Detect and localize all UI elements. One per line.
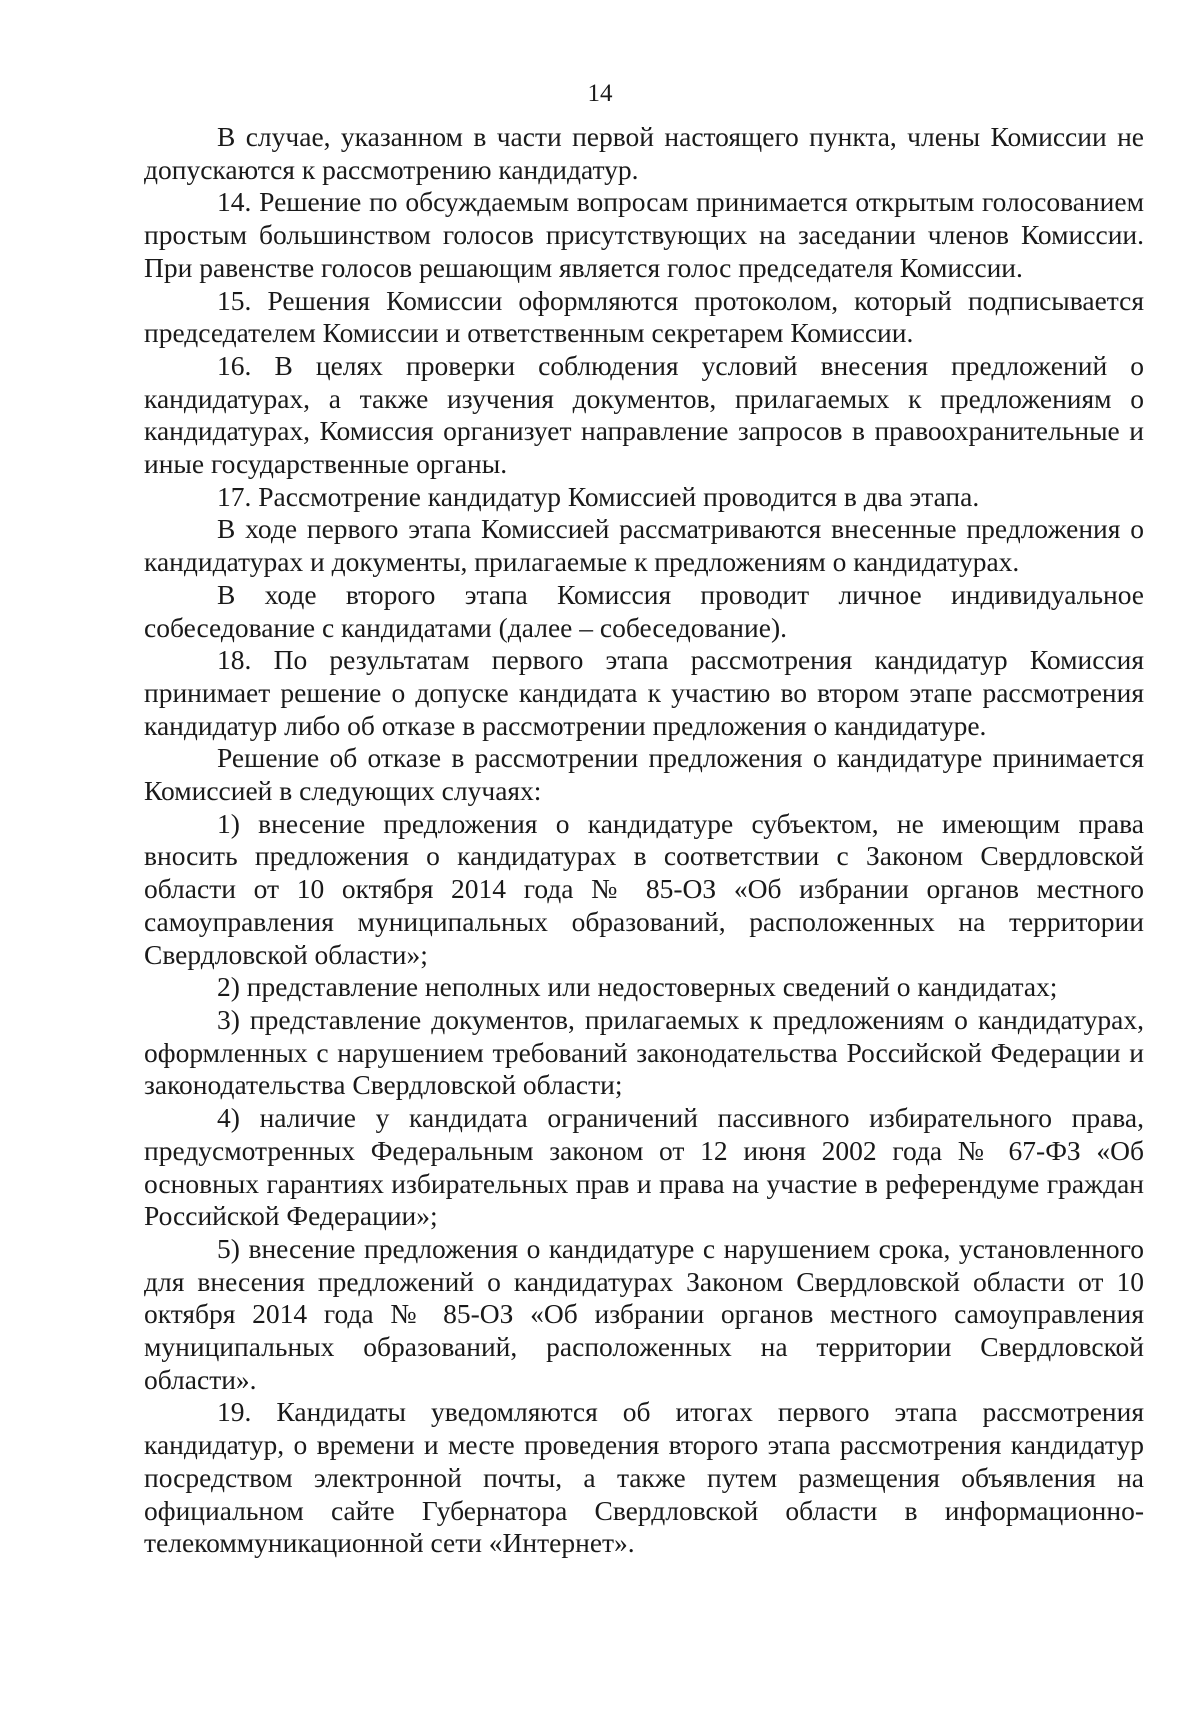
- page-number: 14: [587, 80, 613, 107]
- paragraph-17-stage-one: В ходе первого этапа Комиссией рассматриваются внесенные предложения о кандидатурах и документы, прилагаемые к предложениям о кандидатурах.: [144, 513, 1144, 578]
- paragraph-15: 15. Решения Комиссии оформляются протоколом, который подписывается председателем Комиссии и ответственным секретарем Комиссии.: [144, 284, 1144, 349]
- list-item-4: 4) наличие у кандидата ограничений пассивного избирательного права, предусмотренных Федеральным законом от 12 июня 2002 года № 67-ФЗ «Об основных гарантиях избирательных прав и права на участие в референдуме граждан Российской Федерации»;: [144, 1102, 1144, 1232]
- document-body: [144, 121, 1144, 1560]
- paragraph-case-note: В случае, указанном в части первой настоящего пункта, члены Комиссии не допускаются к рассмотрению кандидатур.: [144, 121, 1144, 185]
- paragraph-18-refusal-intro: Решение об отказе в рассмотрении предложения о кандидатуре принимается Комиссией в следующих случаях:: [144, 742, 1144, 807]
- list-item-3: 3) представление документов, прилагаемых к предложениям о кандидатурах, оформленных с нарушением требований законодательства Российской Федерации и законодательства Свердловской области;: [144, 1003, 1144, 1101]
- paragraph-19: 19. Кандидаты уведомляются об итогах первого этапа рассмотрения кандидатур, о времени и месте проведения второго этапа рассмотрения кандидатур посредством электронной почты, а также путем размещения объявления на официальном сайте Губернатора Свердловской области в информационно-телекоммуникационной сети «Интернет».: [144, 1396, 1144, 1559]
- list-item-1: 1) внесение предложения о кандидатуре субъектом, не имеющим права вносить предложения о кандидатурах в соответствии с Законом Свердловской области от 10 октября 2014 года № 85-ОЗ «Об избрании органов местного самоуправления муниципальных образований, расположенных на территории Свердловской области»;: [144, 807, 1144, 970]
- list-item-5: 5) внесение предложения о кандидатуре с нарушением срока, установленного для внесения предложений о кандидатурах Законом Свердловской области от 10 октября 2014 года № 85-ОЗ «Об избрании органов местного самоуправления муниципальных образований, расположенных на территории Свердловской области».: [144, 1232, 1144, 1395]
- paragraph-17: 17. Рассмотрение кандидатур Комиссией проводится в два этапа.: [217, 480, 980, 512]
- list-item-2: 2) представление неполных или недостоверных сведений о кандидатах;: [217, 971, 1058, 1003]
- paragraph-14: 14. Решение по обсуждаемым вопросам принимается открытым голосованием простым большинством голосов присутствующих на заседании членов Комиссии. При равенстве голосов решающим является голос председателя Комиссии.: [144, 186, 1144, 283]
- paragraph-16: 16. В целях проверки соблюдения условий внесения предложений о кандидатурах, а также изучения документов, прилагаемых к предложениям о кандидатурах, Комиссия организует направление запросов в правоохранительные и иные государственные органы.: [144, 349, 1144, 480]
- paragraph-17-stage-two: В ходе второго этапа Комиссия проводит личное индивидуальное собеседование с кандидатами (далее – собеседование).: [144, 578, 1144, 643]
- paragraph-18: 18. По результатам первого этапа рассмотрения кандидатур Комиссия принимает решение о допуске кандидата к участию во втором этапе рассмотрения кандидатур либо об отказе в рассмотрении предложения о кандидатуре.: [144, 644, 1144, 741]
